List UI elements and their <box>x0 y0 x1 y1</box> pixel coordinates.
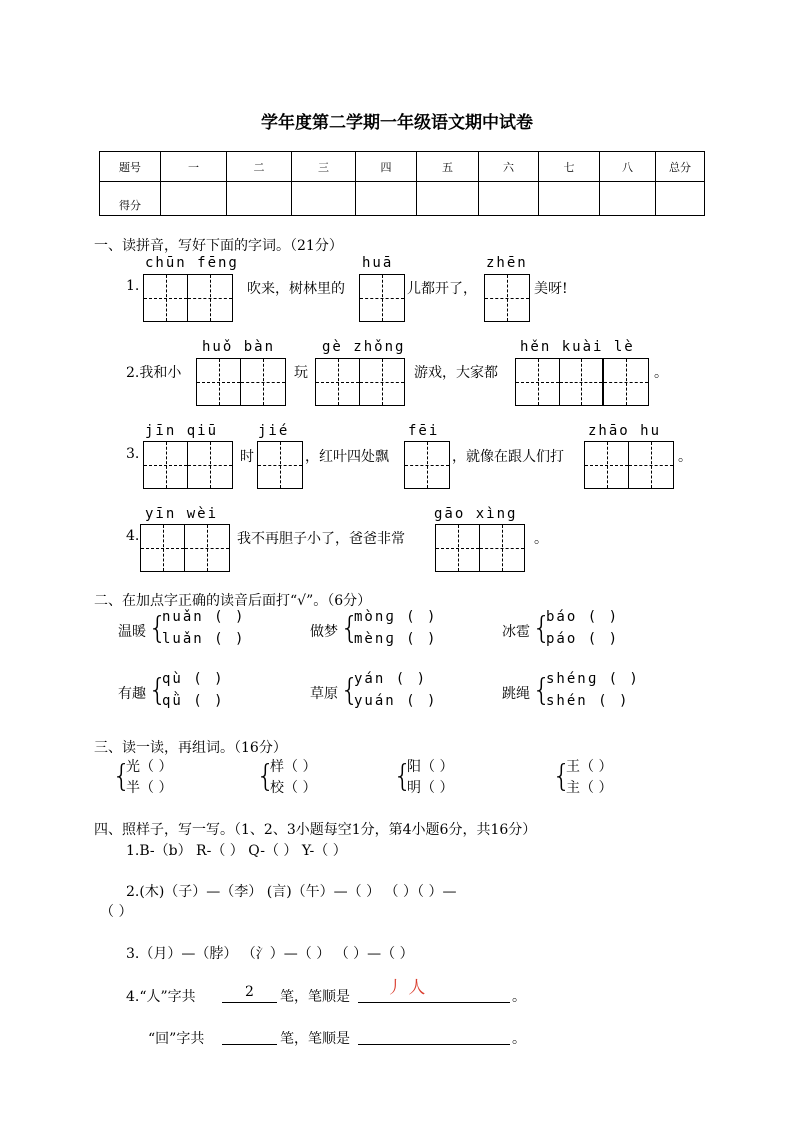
pinyin-label: huǒ bàn <box>202 339 276 355</box>
score-header-cell: 一 <box>161 152 227 182</box>
score-header-cell: 二 <box>227 152 292 182</box>
score-cell[interactable] <box>227 182 292 216</box>
writing-grid[interactable] <box>515 358 649 406</box>
choice-option[interactable]: luǎn ( ) <box>162 631 246 647</box>
score-cell[interactable] <box>356 182 417 216</box>
question-line[interactable]: （ ） <box>100 904 133 920</box>
score-value-row <box>100 182 705 216</box>
brace: { <box>532 611 552 646</box>
answer-line[interactable] <box>222 1044 277 1045</box>
score-header-cell: 七 <box>539 152 600 182</box>
question-line[interactable]: 3.（月）—（脖） （氵）—（ ） （ ）—（ ） <box>126 946 414 962</box>
choice-option[interactable]: mònɡ ( ) <box>354 609 438 625</box>
score-cell[interactable] <box>600 182 656 216</box>
question-text: 时 <box>240 449 254 465</box>
pinyin-label: gāo xìng <box>434 506 518 522</box>
writing-grid[interactable] <box>143 274 233 322</box>
choice-option[interactable]: yuán ( ) <box>354 693 438 709</box>
choice-word: 有趣 <box>118 686 146 702</box>
question-text: 笔，笔顺是 <box>280 1031 350 1047</box>
question-text: 。 <box>534 531 548 547</box>
question-text: 。 <box>654 365 668 381</box>
brace: { <box>112 759 132 794</box>
pinyin-label: gè zhǒng <box>322 339 406 355</box>
score-cell[interactable] <box>292 182 356 216</box>
question-text: ，红叶四处飘 <box>305 449 389 465</box>
question-text: 游戏，大家都 <box>414 365 498 381</box>
pinyin-label: chūn fēng <box>145 255 239 271</box>
stroke-count-answer: 2 <box>245 984 254 1000</box>
brace: { <box>532 673 552 708</box>
score-header-cell: 八 <box>600 152 656 182</box>
brace: { <box>148 673 168 708</box>
word-group-item[interactable]: 样（ ） <box>270 759 317 775</box>
question-text: 。 <box>512 1031 526 1047</box>
score-header-row <box>100 152 705 182</box>
question-number: 1. <box>126 278 140 294</box>
score-table <box>99 151 705 216</box>
choice-option[interactable]: shén ( ) <box>546 693 630 709</box>
writing-grid[interactable] <box>196 358 286 406</box>
score-row-label: 得分 <box>100 182 161 216</box>
question-text: 。 <box>678 449 692 465</box>
choice-option[interactable]: páo ( ) <box>546 631 620 647</box>
question-text: 。 <box>512 989 526 1005</box>
writing-grid[interactable] <box>584 441 674 489</box>
score-header-cell: 三 <box>292 152 356 182</box>
question-text: 我不再胆子小了，爸爸非常 <box>237 531 405 547</box>
choice-option[interactable]: báo ( ) <box>546 609 620 625</box>
question-number: 3. <box>126 446 140 462</box>
word-group-item[interactable]: 校（ ） <box>270 780 317 796</box>
writing-grid[interactable] <box>257 441 303 489</box>
score-cell[interactable] <box>417 182 479 216</box>
writing-grid[interactable] <box>404 441 450 489</box>
score-cell[interactable] <box>161 182 227 216</box>
brace: { <box>340 611 360 646</box>
word-group-item[interactable]: 明（ ） <box>407 780 454 796</box>
choice-word: 温暖 <box>118 624 146 640</box>
question-text: ，就像在跟人们打 <box>452 449 564 465</box>
section-1-heading: 一、读拼音，写好下面的字词。（21分） <box>94 238 343 254</box>
choice-option[interactable]: nuǎn ( ) <box>162 609 246 625</box>
handwritten-strokes: 丿 人 <box>386 978 426 998</box>
word-group-item[interactable]: 主（ ） <box>566 780 613 796</box>
choice-word: 草原 <box>310 686 338 702</box>
pinyin-label: huā <box>362 255 394 271</box>
choice-option[interactable]: mènɡ ( ) <box>354 631 438 647</box>
writing-grid[interactable] <box>143 441 233 489</box>
question-text: 美呀! <box>534 281 568 297</box>
word-group-item[interactable]: 阳（ ） <box>407 759 454 775</box>
word-group-item[interactable]: 光（ ） <box>126 759 173 775</box>
word-group-item[interactable]: 王（ ） <box>566 759 613 775</box>
pinyin-label: jīn qiū <box>145 423 219 439</box>
brace: { <box>148 611 168 646</box>
writing-grid[interactable] <box>140 524 230 572</box>
section-2-heading: 二、在加点字正确的读音后面打“√”。（6分） <box>94 593 372 609</box>
question-text: 玩 <box>294 365 308 381</box>
question-line[interactable]: 1.B-（b） R-（ ） Q-（ ） Y-（ ） <box>126 843 347 859</box>
brace: { <box>552 759 572 794</box>
question-text: 4.“人”字共 <box>126 989 196 1005</box>
writing-grid[interactable] <box>435 524 525 572</box>
question-text: 笔，笔顺是 <box>280 989 350 1005</box>
section-4-heading: 四、照样子，写一写。（1、2、3小题每空1分，第4小题6分，共16分） <box>94 822 537 838</box>
brace: { <box>393 759 413 794</box>
answer-line[interactable] <box>222 1002 277 1003</box>
brace: { <box>340 673 360 708</box>
choice-word: 冰雹 <box>502 624 530 640</box>
answer-line[interactable] <box>358 1002 510 1003</box>
question-number: 2.我和小 <box>126 365 182 381</box>
score-cell[interactable] <box>539 182 600 216</box>
choice-option[interactable]: qù ( ) <box>162 671 225 687</box>
question-text: “回”字共 <box>148 1031 205 1047</box>
writing-grid[interactable] <box>315 358 405 406</box>
section-3-heading: 三、读一读，再组词。（16分） <box>94 740 287 756</box>
choice-option[interactable]: yán ( ) <box>354 671 428 687</box>
score-header-cell: 四 <box>356 152 417 182</box>
choice-word: 做梦 <box>310 624 338 640</box>
answer-line[interactable] <box>358 1044 510 1045</box>
choice-option[interactable]: shénɡ ( ) <box>546 671 640 687</box>
score-header-cell: 总分 <box>656 152 705 182</box>
choice-word: 跳绳 <box>502 686 530 702</box>
pinyin-label: yīn wèi <box>145 506 219 522</box>
brace: { <box>256 759 276 794</box>
page-title: 学年度第二学期一年级语文期中试卷 <box>261 113 533 133</box>
score-header-cell: 五 <box>417 152 479 182</box>
pinyin-label: fēi <box>408 423 440 439</box>
writing-grid[interactable] <box>359 274 405 322</box>
question-text: 儿都开了， <box>407 281 477 297</box>
pinyin-label: zhāo hu <box>588 423 662 439</box>
word-group-item[interactable]: 半（ ） <box>126 780 173 796</box>
choice-option[interactable]: qǜ ( ) <box>162 693 225 709</box>
score-header-cell: 题号 <box>100 152 161 182</box>
score-cell[interactable] <box>479 182 539 216</box>
score-header-cell: 六 <box>479 152 539 182</box>
question-text: 吹来，树林里的 <box>247 281 345 297</box>
question-line[interactable]: 2.(木)（子）—（李） (言)（午）—（ ） （ ）（ ）— <box>126 884 457 900</box>
score-cell[interactable] <box>656 182 705 216</box>
pinyin-label: hěn kuài lè <box>520 339 635 355</box>
writing-grid[interactable] <box>484 274 530 322</box>
question-number: 4. <box>126 528 140 544</box>
pinyin-label: jié <box>258 423 290 439</box>
pinyin-label: zhēn <box>486 255 528 271</box>
